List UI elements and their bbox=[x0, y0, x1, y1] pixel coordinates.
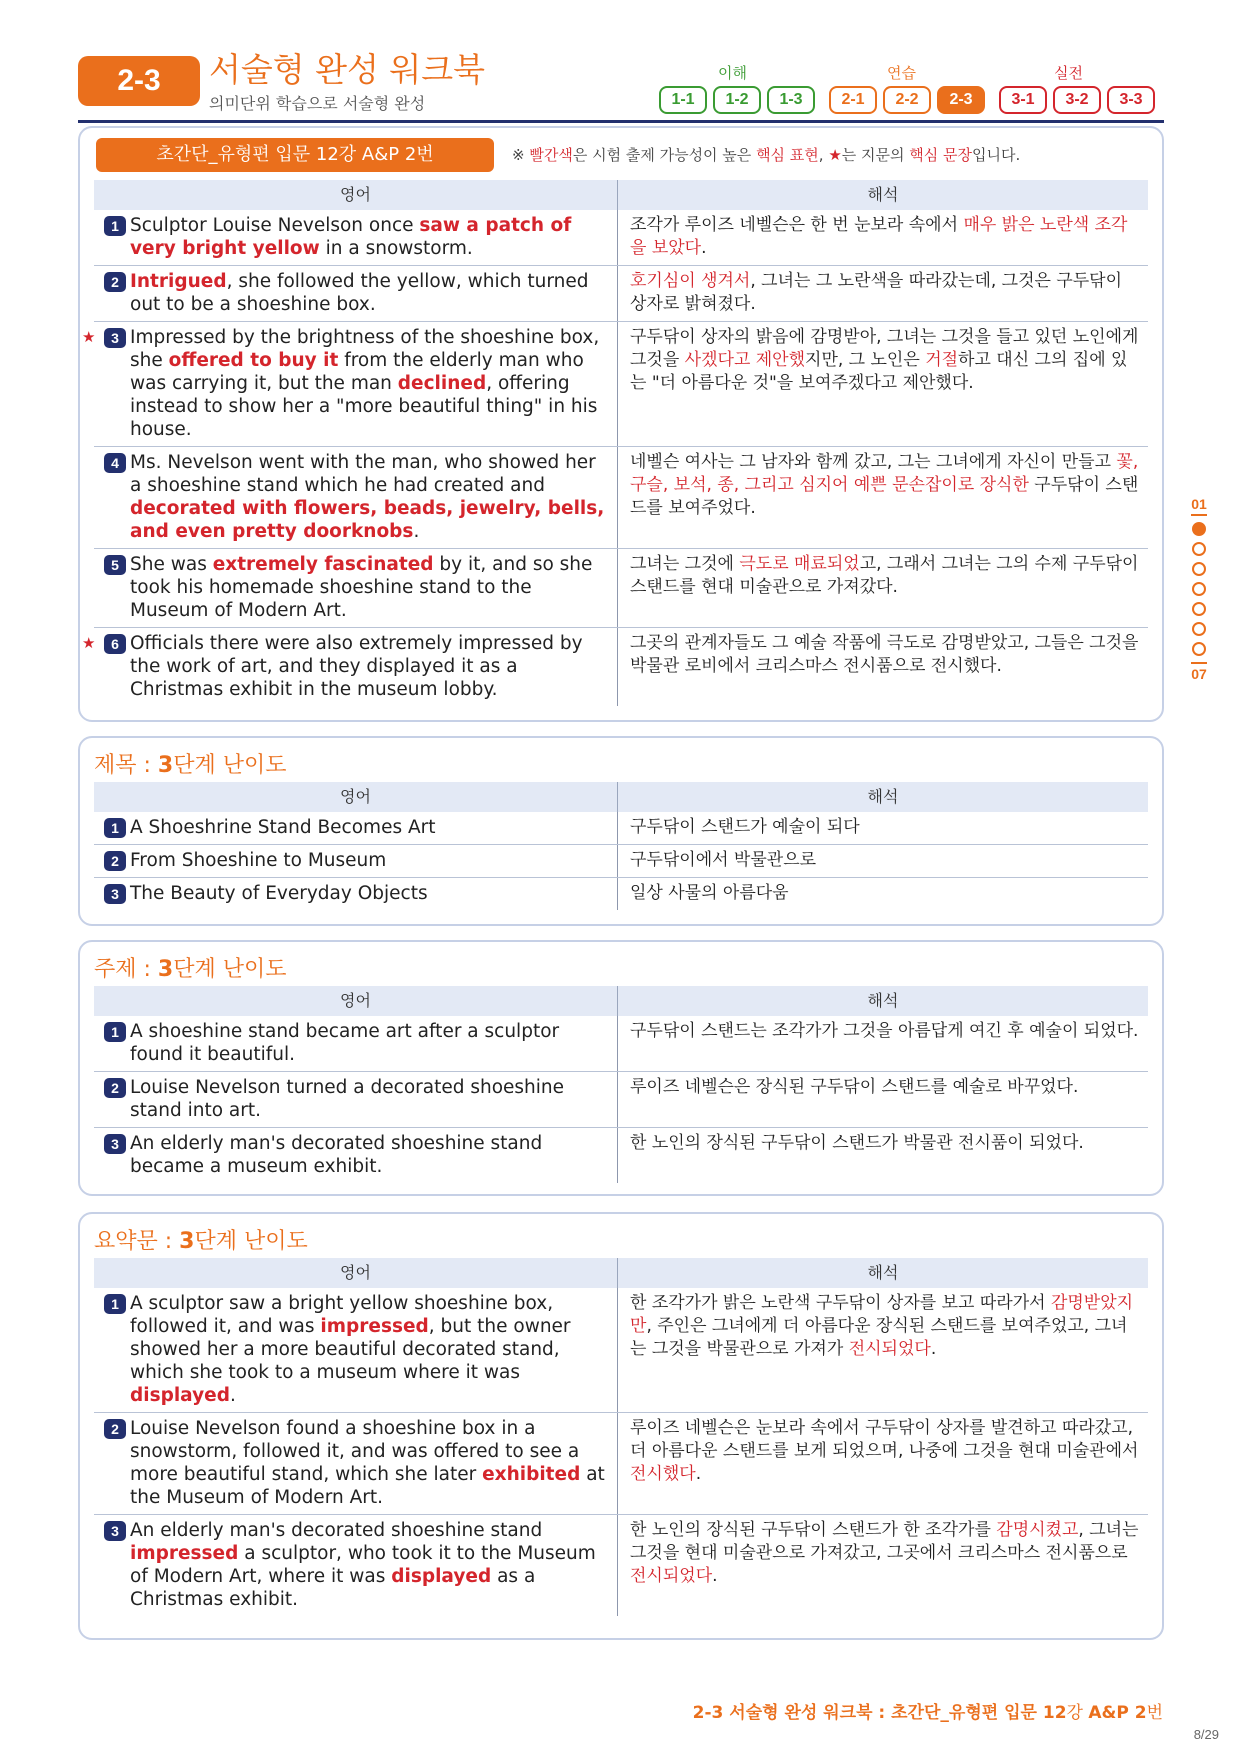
title-table-header bbox=[94, 782, 1148, 812]
key-expression: 전시되었다 bbox=[848, 1339, 931, 1359]
text-segment: , 주인은 그녀에게 더 아름다운 장식된 스탠드를 보여주었고, 그녀는 그것을 박물관으로 가져가 bbox=[630, 1316, 1128, 1359]
text-segment: 고, 그래서 그녀는 그의 수제 구두닦이 스탠드를 현대 미술관으로 가져갔다. bbox=[630, 554, 1139, 597]
stage-1-1[interactable]: 1-1 bbox=[659, 86, 707, 114]
footer-title: 2-3 서술형 완성 워크북 : 초간단_유형편 입문 12강 A&P 2번 bbox=[692, 1703, 1163, 1723]
progress-dot[interactable] bbox=[1192, 542, 1206, 556]
sentence-number-badge: 2 bbox=[104, 1419, 126, 1439]
title-row bbox=[94, 812, 1148, 845]
passage-row bbox=[94, 549, 1148, 628]
theme-row bbox=[94, 1016, 1148, 1072]
group-label-practice: 연습 bbox=[887, 64, 916, 82]
key-expression: 감명받았지만 bbox=[630, 1293, 1134, 1336]
key-expression: 매우 밝은 노란색 조각을 보았다 bbox=[630, 215, 1128, 258]
sentence-number-badge: 3 bbox=[104, 1134, 126, 1154]
group-label-real: 실전 bbox=[1054, 64, 1083, 82]
passage-korean-cell bbox=[618, 210, 1148, 265]
progress-dot[interactable] bbox=[1192, 582, 1206, 596]
passage-english-cell bbox=[94, 266, 618, 321]
text-segment: . bbox=[712, 1566, 718, 1586]
key-expression: impressed bbox=[130, 1543, 239, 1564]
theme-table bbox=[94, 986, 1148, 1183]
english-text: An elderly man's decorated shoeshine stand became a museum exhibit. bbox=[130, 1133, 543, 1177]
summary-row bbox=[94, 1413, 1148, 1515]
text-segment: She was bbox=[130, 554, 213, 575]
stage-3-2[interactable]: 3-2 bbox=[1053, 86, 1101, 114]
text-segment: as a Christmas exhibit. bbox=[130, 1566, 536, 1610]
sentence-number-badge: 6 bbox=[104, 634, 126, 654]
stage-2-3-active[interactable]: 2-3 bbox=[937, 86, 985, 114]
passage-table bbox=[82, 180, 1148, 706]
key-expression: 거절 bbox=[925, 350, 959, 370]
text-segment: Impressed by the brightness of the shoeshine box, she bbox=[130, 327, 600, 371]
passage-rows bbox=[82, 210, 1148, 706]
progress-dot[interactable] bbox=[1192, 602, 1206, 616]
theme-english-cell bbox=[94, 1072, 618, 1127]
summary-table bbox=[94, 1258, 1148, 1616]
key-expression: 전시했다 bbox=[630, 1464, 696, 1484]
progress-divider bbox=[1191, 514, 1207, 516]
text-segment: 한 노인의 장식된 구두닦이 스탠드가 한 조각가를 bbox=[630, 1520, 997, 1540]
text-segment: , but the owner showed her a more beautiful decorated stand, which she took to a museum where it was bbox=[130, 1316, 571, 1383]
passage-row bbox=[94, 210, 1148, 266]
stage-3-3[interactable]: 3-3 bbox=[1107, 86, 1155, 114]
text-segment: . bbox=[930, 1339, 937, 1359]
summary-english-cell bbox=[94, 1413, 618, 1514]
col-header-korean: 해석 bbox=[867, 787, 899, 806]
summary-rows bbox=[94, 1288, 1148, 1616]
text-segment: in a snowstorm. bbox=[319, 238, 473, 259]
text-segment: . bbox=[413, 521, 420, 542]
title-english-cell bbox=[94, 812, 618, 844]
sentence-number-badge: 3 bbox=[104, 884, 126, 904]
stage-1-2[interactable]: 1-2 bbox=[713, 86, 761, 114]
summary-korean-cell bbox=[618, 1413, 1148, 1514]
col-header-korean: 해석 bbox=[867, 1263, 899, 1282]
title-table bbox=[94, 782, 1148, 910]
key-expression: 호기심이 생겨서 bbox=[630, 271, 751, 291]
progress-dot[interactable] bbox=[1192, 562, 1206, 576]
text-segment: , 그녀는 그 노란색을 따라갔는데, 그것은 구두닦이 상자로 밝혀졌다. bbox=[630, 271, 1123, 314]
sentence-number-badge: 2 bbox=[104, 1078, 126, 1098]
sentence-number-badge: 1 bbox=[104, 1294, 126, 1314]
title-section-heading: 제목 : 3단계 난이도 bbox=[94, 753, 287, 778]
english-text: A shoeshine stand became art after a sculptor found it beautiful. bbox=[130, 1021, 560, 1065]
passage-panel bbox=[78, 126, 1164, 722]
star-icon: ★ bbox=[828, 146, 842, 164]
theme-table-header bbox=[94, 986, 1148, 1016]
key-expression: decorated with flowers, beads, jewelry, bells, and even pretty doorknobs bbox=[130, 498, 605, 542]
theme-korean-cell: 루이즈 네벨슨은 장식된 구두닦이 스탠드를 예술로 바꾸었다. bbox=[630, 1077, 1079, 1097]
progress-start-label: 01 bbox=[1191, 496, 1207, 512]
key-expression: exhibited bbox=[482, 1464, 581, 1485]
text-segment: , offering instead to show her a "more beautiful thing" in his house. bbox=[130, 373, 598, 440]
passage-table-header bbox=[94, 180, 1148, 210]
theme-row bbox=[94, 1128, 1148, 1183]
title-korean-cell: 일상 사물의 아름다움 bbox=[630, 883, 789, 903]
passage-row bbox=[82, 322, 1148, 447]
text-segment: 한 조각가가 밝은 노란색 구두닦이 상자를 보고 따라가서 bbox=[630, 1293, 1051, 1313]
sentence-number-badge: 1 bbox=[104, 1022, 126, 1042]
text-segment: . bbox=[695, 1464, 702, 1484]
key-expression: Intrigued bbox=[130, 271, 227, 292]
text-segment: , 그녀는 그것을 현대 미술관으로 가져갔고, 그곳에서 크리스마스 전시품으로 bbox=[630, 1520, 1139, 1563]
summary-korean-cell bbox=[618, 1288, 1148, 1412]
key-expression: displayed bbox=[130, 1385, 230, 1406]
col-header-english: 영어 bbox=[94, 986, 618, 1016]
theme-korean-cell: 구두닦이 스탠드는 조각가가 그것을 아름답게 여긴 후 예술이 되었다. bbox=[630, 1021, 1139, 1041]
text-segment: 그곳의 관계자들도 그 예술 작품에 극도로 감명받았고, 그들은 그것을 박물관 로비에서 크리스마스 전시품으로 전시했다. bbox=[630, 633, 1139, 676]
key-expression: declined bbox=[397, 373, 487, 394]
passage-korean-cell bbox=[618, 447, 1148, 548]
text-segment: Sculptor Louise Nevelson once bbox=[130, 215, 420, 236]
key-expression: displayed bbox=[391, 1566, 492, 1587]
text-segment: An elderly man's decorated shoeshine stand bbox=[130, 1520, 543, 1541]
passage-row bbox=[94, 266, 1148, 322]
text-segment: 그녀는 그것에 bbox=[630, 554, 740, 574]
text-segment: . bbox=[229, 1385, 236, 1406]
text-segment: 구두닦이 상자의 밝음에 감명받아, 그녀는 그것을 들고 있던 노인에게 그것을 bbox=[630, 327, 1139, 370]
theme-english-cell bbox=[94, 1128, 618, 1183]
summary-section-heading: 요약문 : 3단계 난이도 bbox=[94, 1229, 308, 1254]
page-title: 서술형 완성 워크북 bbox=[209, 50, 486, 89]
progress-dot[interactable] bbox=[1192, 522, 1206, 536]
key-expression: 극도로 매료되었 bbox=[739, 554, 860, 574]
sentence-number-badge: 4 bbox=[104, 453, 126, 473]
progress-dot[interactable] bbox=[1192, 642, 1206, 656]
english-text: A Shoeshrine Stand Becomes Art bbox=[130, 817, 436, 838]
passage-english-cell bbox=[94, 447, 618, 548]
progress-end-label: 07 bbox=[1191, 666, 1207, 682]
english-text: From Shoeshine to Museum bbox=[130, 850, 387, 871]
progress-dots bbox=[1186, 522, 1212, 656]
passage-korean-cell bbox=[618, 628, 1148, 706]
text-segment: 하고 대신 그의 집에 있는 "더 아름다운 것"을 보여주겠다고 제안했다. bbox=[630, 350, 1128, 393]
stage-2-1[interactable]: 2-1 bbox=[829, 86, 877, 114]
sentence-number-badge: 3 bbox=[104, 1521, 126, 1541]
theme-row bbox=[94, 1072, 1148, 1128]
theme-korean-cell: 한 노인의 장식된 구두닦이 스탠드가 박물관 전시품이 되었다. bbox=[630, 1133, 1084, 1153]
english-text: The Beauty of Everyday Objects bbox=[130, 883, 428, 904]
summary-table-header bbox=[94, 1258, 1148, 1288]
text-segment: 구두닦이 스탠드를 보여주었다. bbox=[630, 475, 1139, 518]
summary-english-cell bbox=[94, 1515, 618, 1616]
text-segment: Officials there were also extremely impressed by the work of art, and they displayed it as a Christmas exhibit in the museum lobby. bbox=[130, 633, 583, 700]
theme-english-cell bbox=[94, 1016, 618, 1071]
group-label-understand: 이해 bbox=[718, 64, 747, 82]
text-segment: 지만, 그 노인은 bbox=[805, 350, 926, 370]
key-expression: offered to buy it bbox=[168, 350, 339, 371]
text-segment: by it, and so she took his homemade shoeshine stand to the Museum of Modern Art. bbox=[130, 554, 593, 621]
text-segment: 루이즈 네벨슨은 눈보라 속에서 구두닦이 상자를 발견하고 따라갔고, 더 아름다운 스탠드를 보게 되었으며, 나중에 그것을 현대 미술관에서 bbox=[630, 1418, 1139, 1461]
key-expression: saw a patch of very bright yellow bbox=[130, 215, 572, 259]
lesson-tag: 초간단_유형편 입문 12강 A&P 2번 bbox=[96, 138, 494, 172]
col-header-english: 영어 bbox=[94, 1258, 618, 1288]
text-segment: Louise Nevelson found a shoeshine box in a snowstorm, followed it, and was offered to see a more beautiful stand, which she later bbox=[130, 1418, 580, 1485]
title-english-cell bbox=[94, 845, 618, 877]
text-segment: 네벨슨 여사는 그 남자와 함께 갔고, 그는 그녀에게 자신이 만들고 bbox=[630, 452, 1117, 472]
key-sentence-star-icon: ★ bbox=[82, 328, 96, 346]
side-progress bbox=[1186, 496, 1212, 682]
title-rows bbox=[94, 812, 1148, 910]
page-number: 8/29 bbox=[1193, 1727, 1219, 1742]
passage-korean-cell bbox=[618, 322, 1148, 446]
progress-divider bbox=[1191, 662, 1207, 664]
page-subtitle: 의미단위 학습으로 서술형 완성 bbox=[209, 94, 426, 113]
stage-1-3[interactable]: 1-3 bbox=[767, 86, 815, 114]
col-header-korean: 해석 bbox=[867, 991, 899, 1010]
sentence-number-badge: 5 bbox=[104, 555, 126, 575]
text-segment: Ms. Nevelson went with the man, who showed her a shoeshine stand which he had created and bbox=[130, 452, 596, 496]
title-korean-cell: 구두닦이 스탠드가 예술이 되다 bbox=[630, 817, 860, 837]
lesson-badge: 2-3 bbox=[78, 56, 200, 106]
passage-korean-cell bbox=[618, 549, 1148, 627]
english-text: Louise Nevelson turned a decorated shoeshine stand into art. bbox=[130, 1077, 565, 1121]
passage-english-cell bbox=[94, 549, 618, 627]
passage-row bbox=[82, 628, 1148, 706]
key-expression: 전시되었다 bbox=[630, 1566, 713, 1586]
text-segment: at the Museum of Modern Art. bbox=[130, 1464, 605, 1508]
summary-korean-cell bbox=[618, 1515, 1148, 1616]
sentence-number-badge: 1 bbox=[104, 818, 126, 838]
stage-2-2[interactable]: 2-2 bbox=[883, 86, 931, 114]
theme-panel bbox=[78, 940, 1164, 1196]
text-segment: . bbox=[701, 238, 707, 258]
key-expression: extremely fascinated bbox=[212, 554, 434, 575]
title-korean-cell: 구두닦이에서 박물관으로 bbox=[630, 850, 817, 870]
key-expression: 사겠다고 제안했 bbox=[684, 350, 806, 370]
legend-note: ※ 빨간색은 시험 출제 가능성이 높은 핵심 표현, ★는 지문의 핵심 문장입니다. bbox=[512, 146, 1021, 164]
col-header-korean: 해석 bbox=[867, 185, 899, 204]
key-expression: 꽃, 구슬, 보석, 종, 그리고 심지어 예쁜 문손잡이로 장식한 bbox=[630, 452, 1139, 495]
theme-section-heading: 주제 : 3단계 난이도 bbox=[94, 957, 287, 982]
sentence-number-badge: 2 bbox=[104, 272, 126, 292]
key-sentence-star-icon: ★ bbox=[82, 634, 96, 652]
text-segment: , she followed the yellow, which turned out to be a shoeshine box. bbox=[130, 271, 589, 315]
summary-row bbox=[94, 1288, 1148, 1413]
text-segment: 조각가 루이즈 네벨슨은 한 번 눈보라 속에서 bbox=[630, 215, 964, 235]
text-segment: A sculptor saw a bright yellow shoeshine box, followed it, and was bbox=[130, 1293, 554, 1337]
text-segment: a sculptor, who took it to the Museum of Modern Art, where it was bbox=[130, 1543, 596, 1587]
passage-korean-cell bbox=[618, 266, 1148, 321]
summary-english-cell bbox=[94, 1288, 618, 1412]
text-segment: from the elderly man who was carrying it, but the man bbox=[130, 350, 584, 394]
progress-dot[interactable] bbox=[1192, 622, 1206, 636]
title-panel bbox=[78, 736, 1164, 926]
col-header-english: 영어 bbox=[94, 782, 618, 812]
sentence-number-badge: 3 bbox=[104, 328, 126, 348]
stage-3-1[interactable]: 3-1 bbox=[999, 86, 1047, 114]
summary-panel bbox=[78, 1212, 1164, 1640]
passage-row bbox=[94, 447, 1148, 549]
key-expression: impressed bbox=[320, 1316, 429, 1337]
title-row bbox=[94, 845, 1148, 878]
passage-english-cell bbox=[82, 322, 618, 446]
summary-row bbox=[94, 1515, 1148, 1616]
col-header-english: 영어 bbox=[94, 180, 618, 210]
header-divider bbox=[78, 120, 1164, 123]
title-row bbox=[94, 878, 1148, 910]
theme-rows bbox=[94, 1016, 1148, 1183]
sentence-number-badge: 1 bbox=[104, 216, 126, 236]
title-english-cell bbox=[94, 878, 618, 910]
passage-english-cell bbox=[94, 210, 618, 265]
key-expression: 감명시켰고 bbox=[996, 1520, 1079, 1540]
sentence-number-badge: 2 bbox=[104, 851, 126, 871]
passage-english-cell bbox=[82, 628, 618, 706]
